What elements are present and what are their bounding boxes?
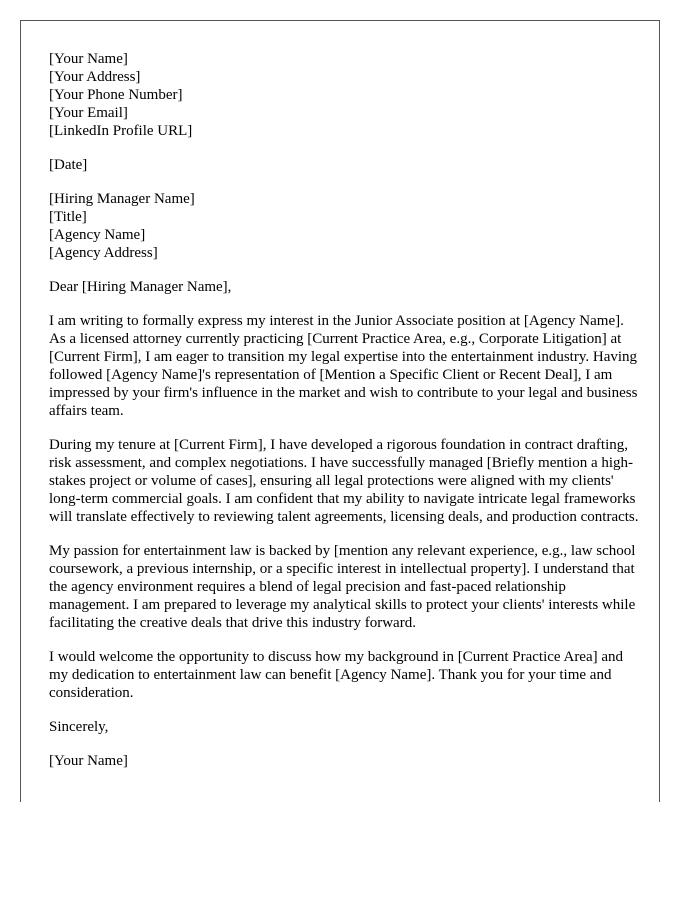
sender-name: [Your Name] xyxy=(49,51,128,67)
date-block xyxy=(49,156,639,174)
sender-address: [Your Address] xyxy=(49,69,141,85)
body-paragraph: My passion for entertainment law is backed by [mention any relevant experience, e.g., law school coursework, a previous internship, or a specific interest in intellectual property]. I understand that the agency environment requires a blend of legal precision and fast-paced relationship management. I am prepared to leverage my analytical skills to protect your clients' interests while facilitating the creative deals that drive this industry forward. xyxy=(49,543,636,631)
recipient-address: [Agency Address] xyxy=(49,245,158,261)
sender-block xyxy=(49,50,639,140)
recipient-title: [Title] xyxy=(49,209,87,225)
recipient-block xyxy=(49,190,639,262)
sender-linkedin: [LinkedIn Profile URL] xyxy=(49,123,193,139)
body-paragraph: I would welcome the opportunity to discuss how my background in [Current Practice Area] and my dedication to entertainment law can benefit [Agency Name]. Thank you for your time and consideration. xyxy=(49,649,624,701)
sender-email: [Your Email] xyxy=(49,105,128,121)
sender-phone: [Your Phone Number] xyxy=(49,87,183,103)
signature-name: [Your Name] xyxy=(49,753,128,769)
cover-letter xyxy=(49,50,639,786)
body-paragraph: During my tenure at [Current Firm], I have developed a rigorous foundation in contract drafting, risk assessment, and complex negotiations. I have successfully managed [Briefly mention a high-stakes project or volume of cases], ensuring all legal protections were aligned with my clients' long-term commercial goals. I am confident that my ability to navigate intricate legal frameworks will translate effectively to reviewing talent agreements, licensing deals, and production contracts. xyxy=(49,437,639,525)
closing: Sincerely, xyxy=(49,719,109,735)
recipient-name: [Hiring Manager Name] xyxy=(49,191,195,207)
body-paragraph: I am writing to formally express my interest in the Junior Associate position at [Agency Name]. As a licensed attorney currently practicing [Current Practice Area, e.g., Corporate Litigation] at [Current Firm], I am eager to transition my legal expertise into the entertainment industry. Having followed [Agency Name]'s representation of [Mention a Specific Client or Recent Deal], I am impressed by your firm's influence in the market and wish to contribute to your legal and business affairs team. xyxy=(49,313,638,419)
letter-date: [Date] xyxy=(49,157,88,173)
letter-page xyxy=(20,20,660,802)
salutation: Dear [Hiring Manager Name], xyxy=(49,279,232,295)
recipient-agency: [Agency Name] xyxy=(49,227,146,243)
